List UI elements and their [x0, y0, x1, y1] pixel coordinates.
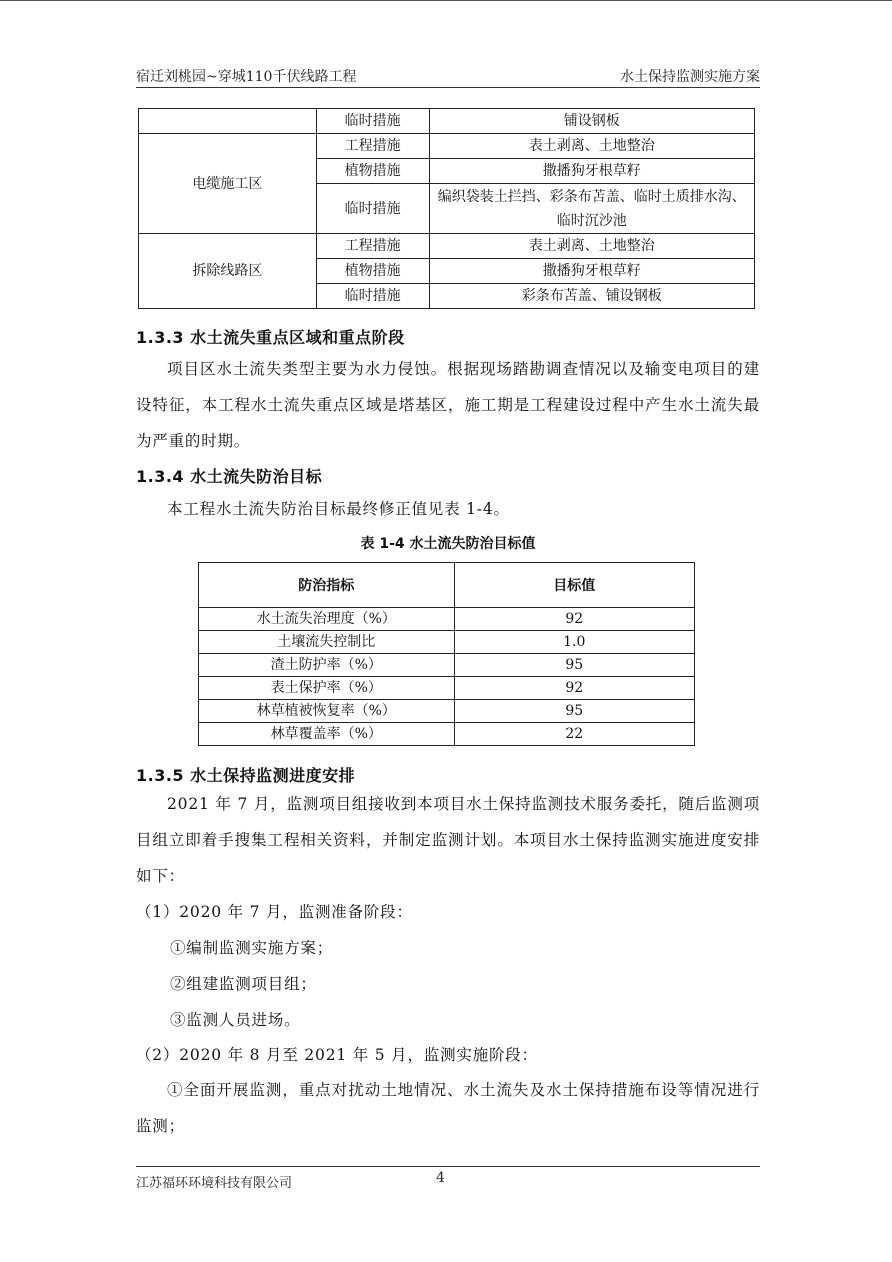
measure-type-cell: 临时措施	[316, 109, 429, 134]
measure-content-cell: 撒播狗牙根草籽	[429, 259, 755, 284]
targets-table	[198, 562, 695, 746]
measure-content-cell: 表土剥离、土地整治	[429, 134, 755, 159]
phase-1-item: ②组建监测项目组；	[170, 975, 317, 993]
table-row	[139, 109, 755, 134]
indicator-cell: 林草覆盖率（%）	[199, 723, 455, 746]
measure-content-cell: 铺设钢板	[429, 109, 755, 134]
table-row	[199, 608, 695, 631]
column-header: 目标值	[454, 563, 695, 608]
area-cell: 电缆施工区	[139, 134, 317, 234]
measure-type-cell: 工程措施	[316, 134, 429, 159]
footer-rule	[136, 1166, 760, 1167]
phase-2-item: ①全面开展监测，重点对扰动土地情况、水土流失及水土保持措施布设等情况进行监测；	[136, 1081, 760, 1135]
section-heading-1-3-3: 1.3.3 水土流失重点区域和重点阶段	[136, 328, 405, 347]
indicator-cell: 渣土防护率（%）	[199, 654, 455, 677]
area-cell: 拆除线路区	[139, 234, 317, 309]
page-top-border	[0, 0, 892, 1]
table-row	[199, 677, 695, 700]
measure-type-cell: 植物措施	[316, 259, 429, 284]
area-cell	[139, 109, 317, 134]
measure-type-cell: 工程措施	[316, 234, 429, 259]
target-value-cell: 92	[454, 677, 695, 700]
indicator-cell: 水土流失治理度（%）	[199, 608, 455, 631]
page-number: 4	[436, 1170, 445, 1186]
section-1-3-5-paragraph: 2021 年 7 月，监测项目组接收到本项目水土保持监测技术服务委托，随后监测项目组立即着手搜集工程相关资料，并制定监测计划。本项目水土保持监测实施进度安排如下：	[136, 795, 760, 885]
footer-company: 江苏福环环境科技有限公司	[136, 1176, 293, 1191]
measure-type-cell: 临时措施	[316, 184, 429, 234]
measure-content-cell: 撒播狗牙根草籽	[429, 159, 755, 184]
measure-content-cell: 编织袋装土拦挡、彩条布苫盖、临时土质排水沟、临时沉沙池	[429, 184, 755, 234]
table-row	[199, 723, 695, 746]
column-header: 防治指标	[199, 563, 455, 608]
header-project-name: 宿迁刘桃园~穿城110千伏线路工程	[136, 69, 357, 85]
table-row	[199, 700, 695, 723]
measure-type-cell: 临时措施	[316, 284, 429, 309]
page-header	[136, 66, 760, 86]
header-rule	[136, 87, 760, 88]
table-caption: 表 1-4 水土流失防治目标值	[360, 536, 536, 552]
target-value-cell: 22	[454, 723, 695, 746]
phase-2-heading: （2）2020 年 8 月至 2021 年 5 月，监测实施阶段：	[136, 1046, 538, 1064]
table-row	[139, 134, 755, 159]
section-heading-1-3-5: 1.3.5 水土保持监测进度安排	[136, 766, 356, 785]
section-heading-1-3-4: 1.3.4 水土流失防治目标	[136, 467, 323, 486]
table-row	[199, 631, 695, 654]
measures-table	[138, 108, 755, 309]
indicator-cell: 土壤流失控制比	[199, 631, 455, 654]
section-1-3-3-paragraph: 项目区水土流失类型主要为水力侵蚀。根据现场踏勘调查情况以及输变电项目的建设特征，本工程水土流失重点区域是塔基区，施工期是工程建设过程中产生水土流失最为严重的时期。	[136, 360, 760, 450]
table-row	[199, 654, 695, 677]
target-value-cell: 95	[454, 654, 695, 677]
phase-1-item: ①编制监测实施方案；	[170, 939, 334, 957]
indicator-cell: 林草植被恢复率（%）	[199, 700, 455, 723]
measure-type-cell: 植物措施	[316, 159, 429, 184]
table-row	[139, 234, 755, 259]
measure-content-cell: 表土剥离、土地整治	[429, 234, 755, 259]
measure-content-cell: 彩条布苫盖、铺设钢板	[429, 284, 755, 309]
header-document-title: 水土保持监测实施方案	[620, 69, 760, 85]
target-value-cell: 92	[454, 608, 695, 631]
section-1-3-4-paragraph: 本工程水土流失防治目标最终修正值见表 1-4。	[167, 500, 510, 518]
target-value-cell: 1.0	[454, 631, 695, 654]
indicator-cell: 表土保护率（%）	[199, 677, 455, 700]
phase-1-item: ③监测人员进场。	[170, 1011, 301, 1029]
table-header-row	[199, 563, 695, 608]
phase-1-heading: （1）2020 年 7 月，监测准备阶段：	[136, 903, 413, 921]
target-value-cell: 95	[454, 700, 695, 723]
